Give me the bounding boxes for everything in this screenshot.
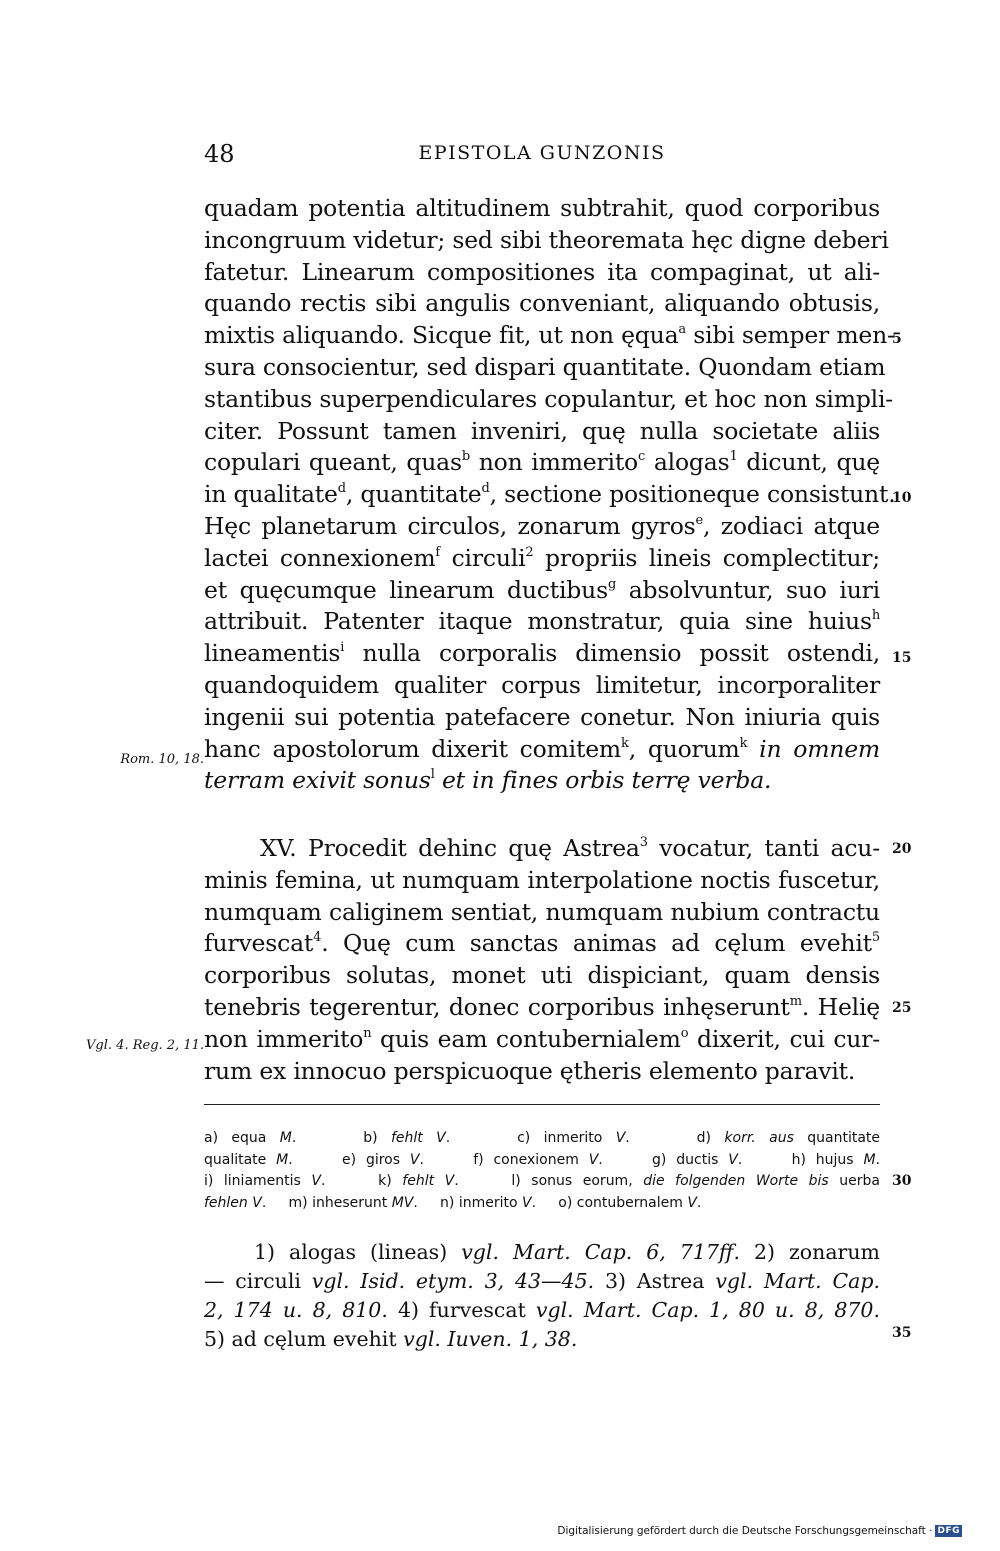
text-line: corporibus solutas, monet uti dispiciant, quam densis [204,961,880,990]
line-number: 30 [892,1173,912,1189]
line-number: 35 [892,1325,912,1341]
text-line: hanc apostolorum dixerit comitem$^k$, quorum$^k$ in omnem [204,734,881,763]
source-footnotes [204,1238,880,1354]
footnote-line: 2, 174 u. 8, 810. 4) furvescat vgl. Mart. Cap. 1, 80 u. 8, 870. [204,1298,880,1322]
apparatus-line: fehlen V. m) inheserunt MV. n) inmerito V. o) contubernalem V. [204,1194,702,1211]
text-line: furvescat$^4$. Quę cum sanctas animas ad cęlum evehit$^5$ [204,929,880,958]
digitization-credit [557,1525,962,1537]
line-number: 20 [892,841,912,857]
running-title: EPISTOLA GUNZONIS [418,142,666,164]
line-number: 25 [892,1000,912,1016]
text-line: citer. Possunt tamen inveniri, quę nulla societate aliis [204,416,880,445]
apparatus-line: a) equa M. b) fehlt V. c) inmerito V. d) korr. aus quantitate [204,1130,881,1146]
text-line: tenebris tegerentur, donec corporibus inhęserunt$^m$. Helię [204,992,880,1021]
text-line: attribuit. Patenter itaque monstratur, quia sine huius$^h$ [204,607,880,636]
text-line: incongruum videtur; sed sibi theoremata hęc digne deberi [204,225,889,254]
text-line: fatetur. Linearum compositiones ita compaginat, ut ali- [204,257,880,286]
footnote-line: — circuli vgl. Isid. etym. 3, 43—45. 3) Astrea vgl. Mart. Cap. [204,1269,881,1293]
text-line: in qualitate$^d$, quantitate$^d$, sectione positioneque consistunt. [204,480,896,509]
dfg-logo: DFG [937,1526,960,1536]
footnote-line: 1) alogas (lineas) vgl. Mart. Cap. 6, 717ff. 2) zonarum [254,1240,880,1264]
apparatus-line: i) liniamentis V. k) fehlt V. l) sonus eorum, die folgenden Worte bis uerba [204,1173,880,1189]
running-header [204,140,880,170]
text-line: quadam potentia altitudinem subtrahit, quod corporibus [204,194,880,222]
text-line: Hęc planetarum circulos, zonarum gyros$^e$, zodiaci atque [204,511,880,540]
text-line: quandoquidem qualiter corpus limitetur, incorporaliter [204,670,880,699]
margin-reference: Rom. 10, 18. [120,752,204,767]
text-line: copulari queant, quas$^b$ non immerito$^c$ alogas$^1$ dicunt, quę [204,448,881,477]
critical-apparatus [204,1128,880,1214]
apparatus-line: qualitate M. e) giros V. f) conexionem V. g) ductis V. h) hujus M. [204,1151,880,1168]
line-number: 10 [892,490,912,506]
text-line: rum ex innocuo perspicuoque ętheris elemento paravit. [204,1056,856,1085]
text-line: XV. Procedit dehinc quę Astrea$^3$ vocatur, tanti acu- [260,834,880,862]
text-line: stantibus superpendiculares copulantur, et hoc non simpli- [204,384,894,413]
footnote-divider [204,1104,880,1105]
text-line: non immerito$^n$ quis eam contubernialem$^o$ dixerit, cui cur- [204,1024,880,1053]
text-line: et quęcumque linearum ductibus$^g$ absolvuntur, suo iuri [204,575,880,604]
text-line: terram exivit sonus$^l$ et in fines orbis terrę verba. [204,766,772,795]
line-number: 5 [892,331,902,347]
page-number: 48 [204,140,235,168]
text-line: quando rectis sibi angulis conveniant, aliquando obtusis, [204,289,880,318]
text-line: sura consocientur, sed dispari quantitate. Quondam etiam [204,352,886,381]
margin-reference: Vgl. 4. Reg. 2, 11. [86,1038,204,1053]
text-line: minis femina, ut numquam interpolatione noctis fuscetur, [204,865,880,894]
text-line: mixtis aliquando. Sicque fit, ut non ęqua$^a$ sibi semper men- [204,321,895,350]
text-line: numquam caliginem sentiat, numquam nubium contractu [204,897,880,926]
line-number: 15 [892,650,912,666]
text-line: ingenii sui potentia patefacere conetur. Non iniuria quis [204,702,880,731]
body-paragraph-1 [204,193,896,797]
body-paragraph-2 [204,833,880,1087]
text-line: lactei connexionem$^f$ circuli$^2$ propriis lineis complectitur; [204,543,881,572]
credit-text: Digitalisierung gefördert durch die Deutsche Forschungsgemeinschaft · [557,1525,933,1537]
text-line: lineamentis$^i$ nulla corporalis dimensio possit ostendi, [204,639,880,668]
footnote-line: 5) ad cęlum evehit vgl. Iuven. 1, 38. [204,1327,578,1351]
